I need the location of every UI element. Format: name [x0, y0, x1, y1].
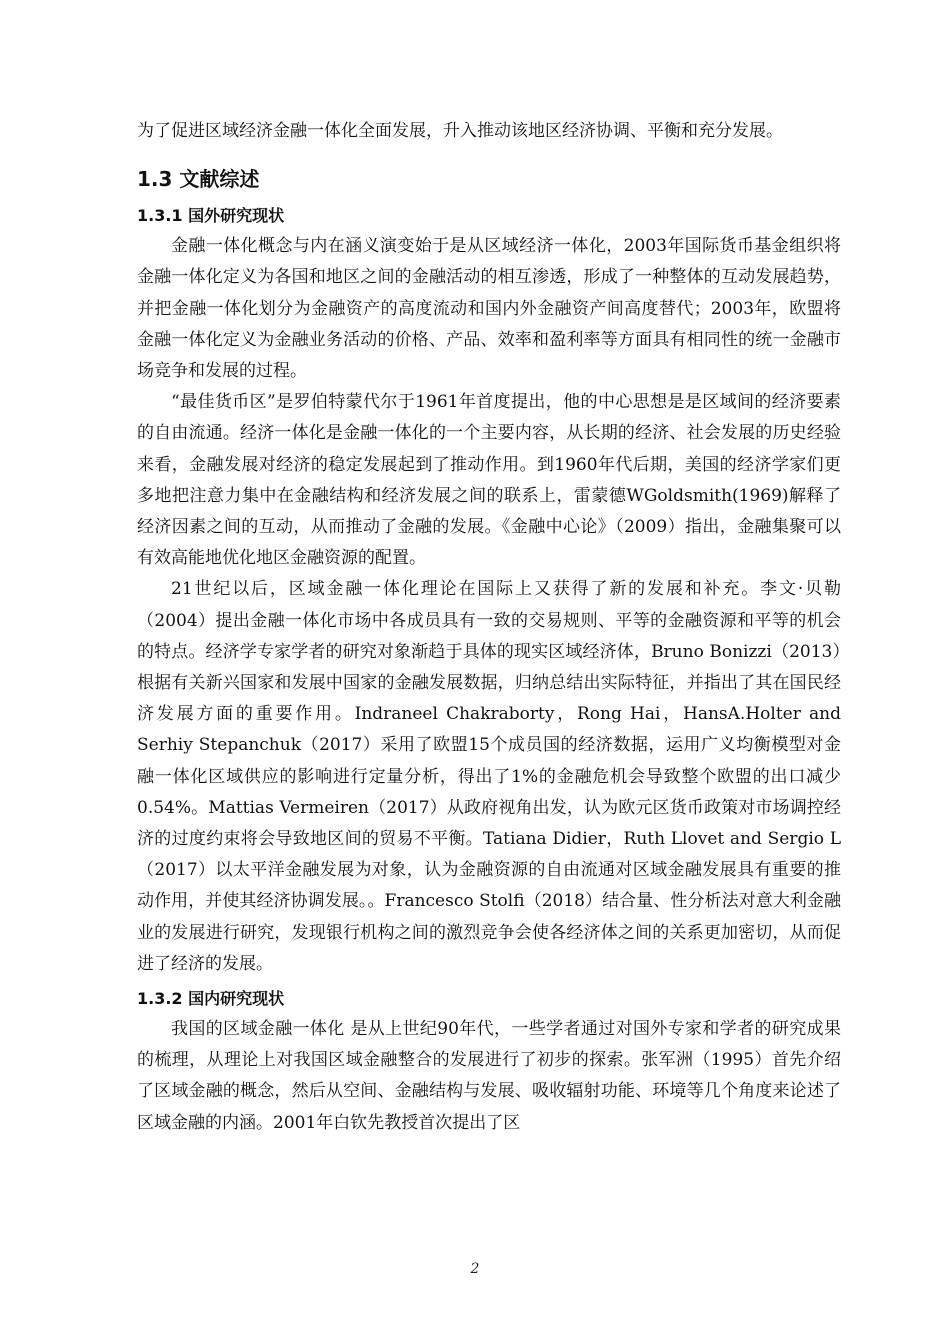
subsection-heading-1-3-2: 1.3.2 国内研究现状	[137, 989, 285, 1009]
paragraph-21st-century-research: 21世纪以后，区域金融一体化理论在国际上又获得了新的发展和补充。李文·贝勒（2004）提出金融一体化市场中各成员具有一致的交易规则、平等的金融资源和平等的机会的特点。经济学专家学者的研究对象渐趋于具体的现实区域经济体，Bruno Bonizzi（2013）根据有关新兴国家和发展中国家的金融发展数据，归纳总结出实际特征，并指出了其在国民经济发展方面的重要作用。Indraneel Chakraborty，Rong Hai，HansA.Holter and Serhiy Stepanchuk（2017）采用了欧盟15个成员国的经济数据，运用广义均衡模型对金融一体化区域供应的影响进行定量分析，得出了1%的金融危机会导致整个欧盟的出口减少0.54%。Mattias Vermeiren（2017）从政府视角出发，认为欧元区货币政策对市场调控经济的过度约束将会导致地区间的贸易不平衡。Tatiana Didier，Ruth Llovet and Sergio L（2017）以太平洋金融发展为对象，认为金融资源的自由流通对区域金融发展具有重要的推动作用，并使其经济协调发展。。Francesco Stolfi（2018）结合量、性分析法对意大利金融业的发展进行研究，发现银行机构之间的激烈竞争会使各经济体之间的关系更加密切，从而促进了经济的发展。	[137, 579, 841, 974]
subsection-heading-1-3-1: 1.3.1 国外研究现状	[137, 206, 285, 226]
section-heading-1-3: 1.3 文献综述	[137, 167, 260, 192]
page-number: 2	[470, 1261, 480, 1277]
document-page	[137, 116, 841, 1139]
paragraph-optimal-currency-area: “最佳货币区”是罗伯特蒙代尔于1961年首度提出，他的中心思想是是区域间的经济要素的自由流通。经济一体化是金融一体化的一个主要内容，从长期的经济、社会发展的历史经验来看，金融发展对经济的稳定发展起到了推动作用。到1960年代后期，美国的经济学家们更多地把注意力集中在金融结构和经济发展之间的联系上，雷蒙德WGoldsmith(1969)解释了经济因素之间的互动，从而推动了金融的发展。《金融中心论》（2009）指出，金融集聚可以有效高能地优化地区金融资源的配置。	[137, 392, 841, 569]
paragraph-financial-integration-concept: 金融一体化概念与内在涵义演变始于是从区域经济一体化，2003年国际货币基金组织将金融一体化定义为各国和地区之间的金融活动的相互渗透，形成了一种整体的互动发展趋势，并把金融一体化划分为金融资产的高度流动和国内外金融资产间高度替代；2003年，欧盟将金融一体化定义为金融业务活动的价格、产品、效率和盈利率等方面具有相同性的统一金融市场竞争和发展的过程。	[137, 236, 841, 382]
intro-paragraph: 为了促进区域经济金融一体化全面发展，升入推动该地区经济协调、平衡和充分发展。	[137, 121, 783, 141]
paragraph-domestic-research: 我国的区域金融一体化 是从上世纪90年代，一些学者通过对国外专家和学者的研究成果的梳理，从理论上对我国区域金融整合的发展进行了初步的探索。张军洲（1995）首先介绍了区域金融的概念，然后从空间、金融结构与发展、吸收辐射功能、环境等几个角度来论述了区域金融的内涵。2001年白钦先教授首次提出了区	[137, 1019, 841, 1133]
